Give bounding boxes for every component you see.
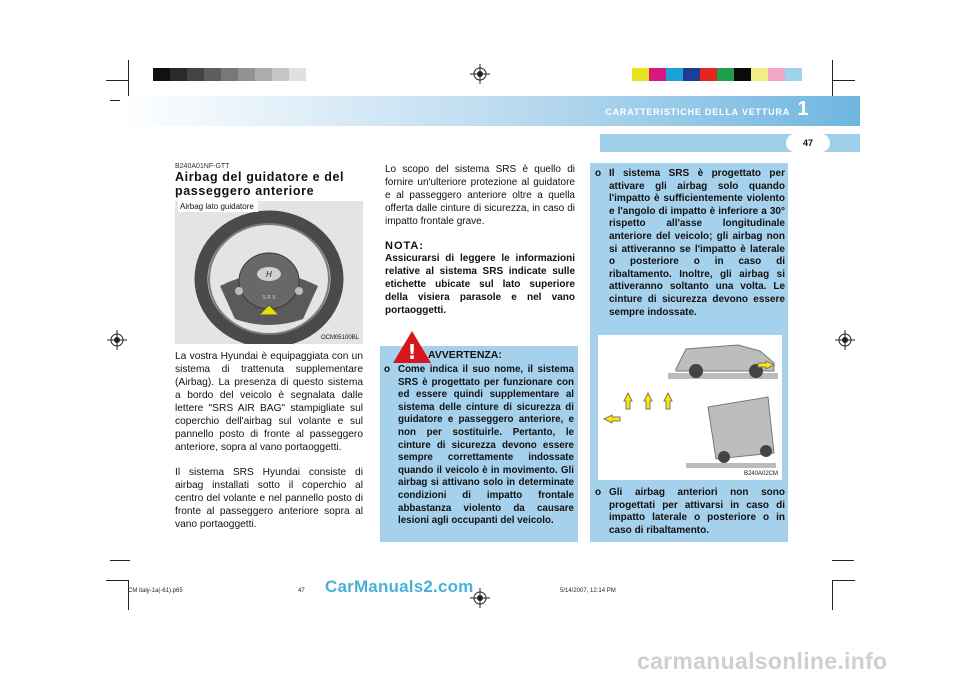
color-swatch [666, 68, 683, 81]
svg-text:S R S: S R S [262, 295, 276, 301]
list-item-text: Gli airbag anteriori non sono progettati per attivarsi in caso di impatto laterale o posteriore o in caso di ribaltamento. [609, 487, 785, 536]
registration-target-icon [470, 64, 490, 84]
color-swatch [289, 68, 306, 81]
color-swatch [221, 68, 238, 81]
color-bar [632, 68, 802, 81]
color-swatch [683, 68, 700, 81]
color-swatch [632, 68, 649, 81]
color-swatch [785, 68, 802, 81]
color-swatch [272, 68, 289, 81]
image-code: B240A02CM [743, 471, 778, 477]
list-item-text: Il sistema SRS è progettato per attivare gli airbag solo quando l'impatto è sufficientemente violento e l'angolo di impatto è inferiore a 30° rispetto all'asse longitudinale anteriore del veicolo; gli airbag non si attiveranno se l'impatto è laterale o posteriore o in caso di ribaltamento. Inoltre, gli airbag si attiveranno soltanto una volta. Le cinture di sicurezza devono essere sempre indossate. [609, 168, 785, 318]
footer-file: CM italy-1a(-61).p65 [128, 588, 183, 594]
warning-text: Come indica il suo nome, il sistema SRS è progettato per funzionare con ed essere quindi supplementare al sistema delle cinture di sicurezza di guidatore e passeggero anteriore, e non per sostituirle. Pertanto, le cinture di sicurezza devono essere sempre correttamente indossate quando il veicolo è in movimento. Gli airbag si attivano solo in determinate condizioni di impatto frontale abbastanza violento da causare lesioni agli occupanti del veicolo. [398, 364, 574, 527]
registration-target-icon [835, 330, 855, 350]
svg-text:H: H [265, 270, 273, 279]
paragraph: Il sistema SRS Hyundai consiste di airbag installati sotto il coperchio al centro del volante e nel pannello posto di fronte al passeggero anteriore sopra al vano portaoggetti. [175, 467, 363, 530]
car-impact-icon [598, 335, 782, 480]
color-swatch [649, 68, 666, 81]
paragraph: La vostra Hyundai è equipaggiata con un sistema di trattenuta supplementare (Airbag). La presenza di questo sistema a bordo del veicolo è segnalata dalle lettere "SRS AIR BAG" stampigliate sul coperchio dell'airbag sul volante e sul pannello posto di fronte al passeggero anteriore, sopra al vano portaoggetti. [175, 351, 363, 453]
bullet: o [384, 364, 391, 375]
chapter-number: 1 [797, 98, 809, 120]
column-2 [385, 163, 575, 317]
grayscale-bar [153, 68, 323, 81]
page-number: 47 [786, 134, 830, 152]
nota-heading: NOTA: [385, 240, 425, 252]
color-swatch [238, 68, 255, 81]
color-swatch [700, 68, 717, 81]
section-code: B240A01NF-GTT [175, 163, 230, 170]
nota-text: Assicurarsi di leggere le informazioni relative al sistema SRS indicate sulle etichette ubicate sul lato superiore della visiera parasole e nel vano portaoggetti. [385, 253, 575, 316]
color-swatch [255, 68, 272, 81]
warning-content [384, 349, 574, 528]
svg-text:!: ! [407, 340, 417, 364]
color-swatch [153, 68, 170, 81]
color-swatch [717, 68, 734, 81]
warning-heading: AVVERTENZA: [428, 349, 502, 361]
color-swatch [306, 68, 323, 81]
steering-wheel-icon [175, 201, 363, 344]
bullet: o [595, 487, 602, 498]
photo-code: OCM05100BL [320, 335, 359, 341]
list-item [595, 487, 785, 537]
color-swatch [187, 68, 204, 81]
watermark[interactable]: CarManuals2.com [325, 577, 474, 596]
section-title-airbag: Airbag del guidatore e del passeggero anteriore [175, 170, 345, 198]
color-swatch [170, 68, 187, 81]
section-title: CARATTERISTICHE DELLA VETTURA [605, 107, 790, 117]
watermark-bottom[interactable]: carmanualsonline.info [637, 648, 888, 674]
color-swatch [734, 68, 751, 81]
column-1-text [175, 350, 363, 531]
color-swatch [204, 68, 221, 81]
steering-wheel-photo [175, 201, 363, 344]
photo-caption: Airbag lato guidatore [178, 201, 258, 212]
registration-target-icon [107, 330, 127, 350]
footer-timestamp: 5/14/2007, 12:14 PM [560, 588, 616, 594]
color-swatch [751, 68, 768, 81]
paragraph: Lo scopo del sistema SRS è quello di fornire un'ulteriore protezione al guidatore e al passeggero anteriore oltre a quella offerta dalle cinture di sicurezza, in caso di impatto frontale grave. [385, 164, 575, 227]
footer-page: 47 [298, 588, 305, 594]
impact-diagram [598, 335, 782, 480]
column-1 [175, 163, 365, 198]
color-swatch [768, 68, 785, 81]
bullet: o [595, 168, 602, 179]
list-item [595, 168, 785, 319]
